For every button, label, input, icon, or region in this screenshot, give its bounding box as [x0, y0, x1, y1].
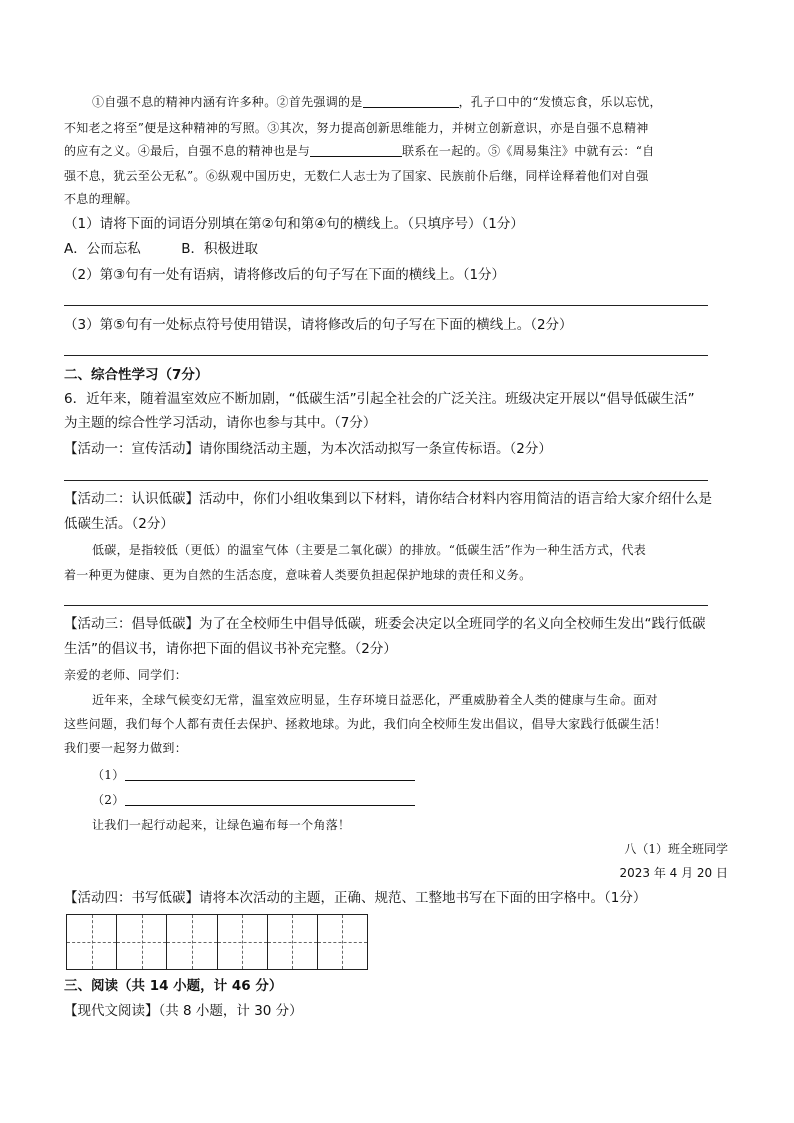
- activity-1: 【活动一：宣传活动】请你围绕活动主题，为本次活动拟写一条宣传标语。（2分）: [64, 441, 552, 457]
- passage-line-3: 的应有之义。④最后，自强不息的精神也是与 联系在一起的。⑤《周易集注》中就有云：“自: [64, 144, 655, 158]
- tianzige-cell[interactable]: [318, 915, 367, 969]
- activity-4-label: 【活动四：书写低碳】: [64, 890, 199, 906]
- tianzige-cell[interactable]: [167, 915, 217, 969]
- passage-line-1: ①自强不息的精神内涵有许多种。②首先强调的是 ，孔子口中的“发愤忘食，乐以忘忧，: [92, 95, 662, 109]
- tianzige-cell[interactable]: [117, 915, 167, 969]
- question-1-prompt: （1）请将下面的词语分别填在第②句和第④句的横线上。（只填序号）（1分）: [64, 216, 524, 232]
- answer-line-activity-2[interactable]: [64, 605, 708, 606]
- proposal-body-2: 这些问题，我们每个人都有责任去保护、拯救地球。为此，我们向全校师生发出倡议，倡导大家践行低碳生活！: [64, 717, 667, 731]
- activity-3-label: 【活动三：倡导低碳】: [64, 616, 199, 632]
- material-line-1: 低碳，是指较低（更低）的温室气体（主要是二氧化碳）的排放。“低碳生活”作为一种生活方式，代表: [92, 543, 647, 557]
- material-line-2: 着一种更为健康、更为自然的生活态度，意味着人类要负担起保护地球的责任和义务。: [64, 568, 532, 582]
- activity-2-line-2: 低碳生活。（2分）: [64, 516, 174, 532]
- question-6-line-2: 为主题的综合性学习活动，请你也参与其中。（7分）: [64, 415, 377, 431]
- answer-blank-4[interactable]: [310, 142, 402, 157]
- passage-line-4: 强不息，犹云至公无私”。⑥纵观中国历史，无数仁人志士为了国家、民族前仆后继，同样诠释着他们对自强: [64, 169, 649, 183]
- proposal-signature: 八（1）班全班同学: [624, 842, 728, 856]
- section-3-heading: 三、阅读（共 14 小题，计 46 分）: [64, 978, 283, 994]
- tianzige-cell[interactable]: [67, 915, 117, 969]
- tianzige-cell[interactable]: [268, 915, 318, 969]
- question-6-line-1: 6．近年来，随着温室效应不断加剧，“低碳生活”引起全社会的广泛关注。班级决定开展以“倡导低碳生活”: [64, 391, 695, 407]
- passage-line-5: 不息的理解。: [64, 192, 138, 206]
- proposal-closing: 让我们一起行动起来，让绿色遍布每一个角落！: [92, 818, 351, 832]
- activity-4: 【活动四：书写低碳】请将本次活动的主题，正确、规范、工整地书写在下面的田字格中。（1分）: [64, 890, 647, 906]
- proposal-item-2: （2）: [92, 790, 415, 810]
- answer-line-q3[interactable]: [64, 355, 708, 356]
- question-3-prompt: （3）第⑤句有一处标点符号使用错误，请将修改后的句子写在下面的横线上。（2分）: [64, 317, 573, 333]
- answer-blank-item-1[interactable]: [125, 766, 415, 781]
- activity-3-line-1: 【活动三：倡导低碳】为了在全校师生中倡导低碳，班委会决定以全班同学的名义向全校师生发出“践行低碳: [64, 616, 706, 632]
- activity-1-label: 【活动一：宣传活动】: [64, 441, 199, 457]
- answer-line-activity-1[interactable]: [64, 480, 708, 481]
- section-2-heading: 二、综合性学习（7分）: [64, 367, 209, 383]
- activity-2-label: 【活动二：认识低碳】: [64, 491, 199, 507]
- question-2-prompt: （2）第③句有一处有语病，请将修改后的句子写在下面的横线上。（1分）: [64, 267, 506, 283]
- proposal-salutation: 亲爱的老师、同学们：: [64, 668, 188, 682]
- tianzige-grid[interactable]: [66, 914, 368, 970]
- question-1-options: A．公而忘私 B．积极进取: [64, 241, 258, 257]
- answer-blank-2[interactable]: [363, 93, 459, 108]
- passage-line-2: 不知老之将至”便是这种精神的写照。③其次，努力提高创新思维能力，并树立创新意识，亦是自强不息精神: [64, 121, 649, 135]
- answer-blank-item-2[interactable]: [125, 791, 415, 806]
- proposal-body-3: 我们要一起努力做到：: [64, 741, 188, 755]
- answer-line-q2[interactable]: [64, 305, 708, 306]
- proposal-date: 2023 年 4 月 20 日: [619, 866, 728, 880]
- tianzige-cell[interactable]: [218, 915, 268, 969]
- proposal-body-1: 近年来，全球气候变幻无常，温室效应明显，生存环境日益恶化，严重威胁着全人类的健康与生命。面对: [92, 693, 658, 707]
- proposal-item-1: （1）: [92, 765, 415, 785]
- activity-2-line-1: 【活动二：认识低碳】活动中，你们小组收集到以下材料，请你结合材料内容用简洁的语言给大家介绍什么是: [64, 491, 712, 507]
- section-3-subheading: 【现代文阅读】（共 8 小题，计 30 分）: [64, 1003, 303, 1019]
- activity-3-line-2: 生活”的倡议书，请你把下面的倡议书补充完整。（2分）: [64, 641, 397, 657]
